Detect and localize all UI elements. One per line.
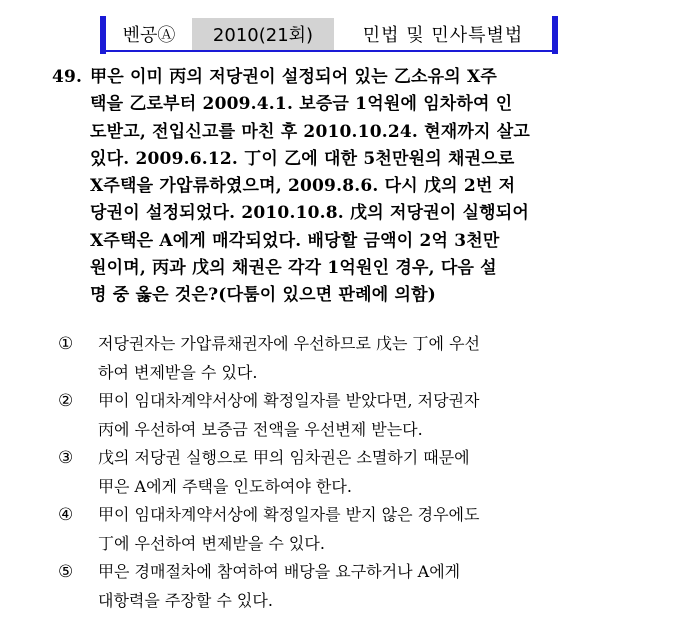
exam-header <box>104 18 554 52</box>
header-right-accent <box>552 16 558 54</box>
header-subject: 민법 및 민사특별법 <box>362 25 524 46</box>
option-4[interactable] <box>58 501 618 558</box>
option-text-line: 甲은 경매절차에 참여하여 배당을 요구하거나 A에게 <box>98 562 461 581</box>
option-text-line: 甲은 A에게 주택을 인도하여야 한다. <box>98 476 352 496</box>
option-marker: ② <box>58 391 74 411</box>
option-5[interactable] <box>58 558 618 615</box>
option-3[interactable] <box>58 444 618 501</box>
option-2[interactable] <box>58 387 618 444</box>
question-line: 甲은 이미 丙의 저당권이 설정되어 있는 乙소유의 X주 <box>90 67 498 87</box>
question-line: 원이며, 丙과 戊의 채권은 각각 1억원인 경우, 다음 설 <box>90 258 497 279</box>
option-marker: ③ <box>58 448 74 468</box>
option-text-line: 丙에 우선하여 보증금 전액을 우선변제 받는다. <box>98 419 423 439</box>
question-stem <box>52 64 632 310</box>
option-text-line: 대항력을 주장할 수 있다. <box>98 590 273 610</box>
option-text-line: 甲이 임대차계약서상에 확정일자를 받지 않은 경우에도 <box>98 505 480 524</box>
option-marker: ⑤ <box>58 562 74 582</box>
question-number: 49. <box>52 67 83 87</box>
option-text-line: 하여 변제받을 수 있다. <box>98 362 258 382</box>
question-line: X주택은 A에게 매각되었다. 배당할 금액이 2억 3천만 <box>90 230 500 251</box>
question-line: 있다. 2009.6.12. 丁이 乙에 대한 5천만원의 채권으로 <box>90 148 515 169</box>
option-text-line: 丁에 우선하여 변제받을 수 있다. <box>98 533 325 553</box>
option-1[interactable] <box>58 330 618 387</box>
option-marker: ④ <box>58 505 74 525</box>
answer-options <box>58 330 618 615</box>
option-text-line: 戊의 저당권 실행으로 甲의 임차권은 소멸하기 때문에 <box>98 448 470 467</box>
question-line: 도받고, 전입신고를 마친 후 2010.10.24. 현재까지 살고 <box>90 121 530 142</box>
question-line: 택을 乙로부터 2009.4.1. 보증금 1억원에 임차하여 인 <box>90 94 513 115</box>
header-year: 2010(21회) <box>192 18 334 50</box>
option-marker: ① <box>58 334 74 354</box>
option-text-line: 저당권자는 가압류채권자에 우선하므로 戊는 丁에 우선 <box>98 334 481 353</box>
question-line: X주택을 가압류하였으며, 2009.8.6. 다시 戊의 2번 저 <box>90 176 516 197</box>
header-left-accent <box>100 16 106 54</box>
question-line: 당권이 설정되었다. 2010.10.8. 戊의 저당권이 실행되어 <box>90 203 530 224</box>
option-text-line: 甲이 임대차계약서상에 확정일자를 받았다면, 저당권자 <box>98 391 480 410</box>
header-source: 벤공Ⓐ <box>122 25 176 46</box>
question-line: 명 중 옳은 것은?(다툼이 있으면 판례에 의함) <box>90 285 436 306</box>
